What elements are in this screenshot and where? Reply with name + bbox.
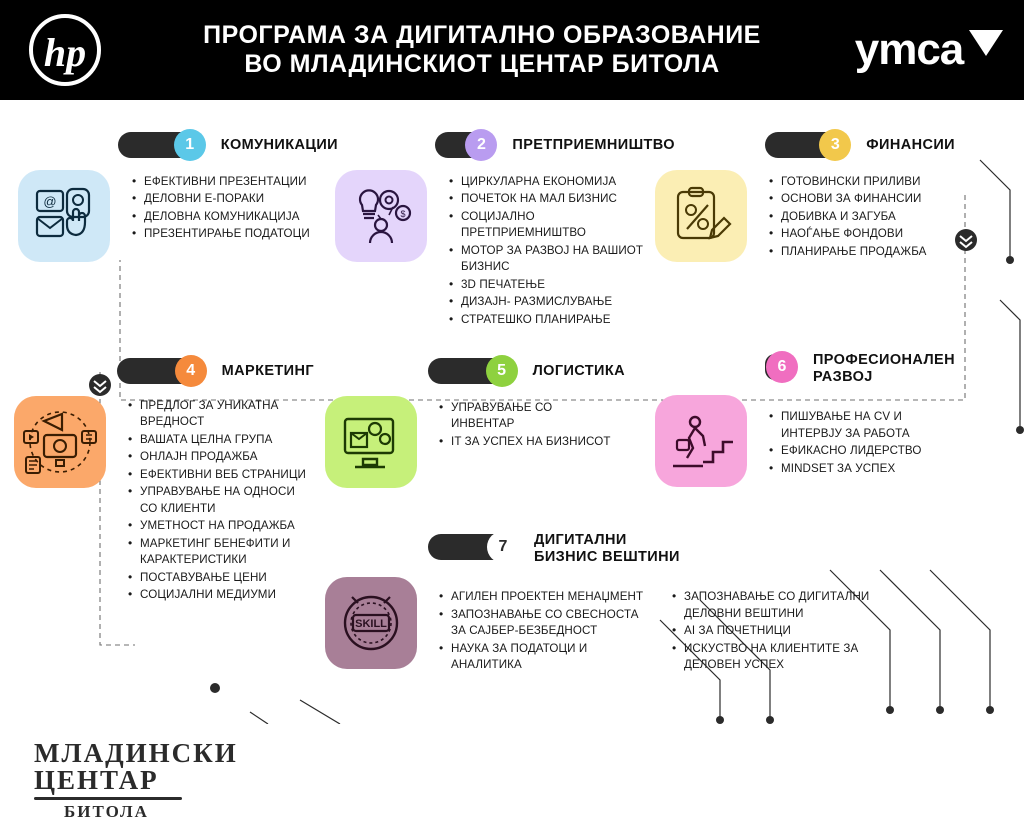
list-item: • НАУКА ЗА ПОДАТОЦИ И АНАЛИТИКА (439, 641, 654, 674)
list-item: • УПРАВУВАЊЕ НА ОДНОСИ СО КЛИЕНТИ (128, 484, 306, 517)
list-item: • ПОЧЕТОК НА МАЛ БИЗНИС (449, 191, 654, 207)
section-marketing[interactable] (14, 358, 314, 604)
section-1-items (132, 174, 332, 262)
list-item: • IT ЗА УСПЕХ НА БИЗНИСОТ (439, 434, 614, 450)
list-item: • ЗАПОЗНАВАЊЕ СО СВЕСНОСТА ЗА САЈБЕР-БЕЗБЕДНОСТ (439, 607, 654, 640)
section-2-number: 2 (465, 129, 497, 161)
section-logistika[interactable] (325, 358, 625, 488)
communication-icon (18, 170, 110, 262)
section-5-title: ЛОГИСТИКА (532, 362, 625, 379)
list-item: • МАРКЕТИНГ БЕНЕФИТИ И КАРАКТЕРИСТИКИ (128, 536, 306, 569)
list-item: • ПРЕЗЕНТИРАЊЕ ПОДАТОЦИ (132, 226, 332, 242)
triangle-down-icon (969, 30, 1003, 56)
section-7-pill (428, 534, 506, 560)
section-6-title-line2: РАЗВОЈ (812, 368, 873, 385)
infographic-canvas (0, 100, 1024, 821)
list-item: • УПРАВУВАЊЕ СО ИНВЕНТАР (439, 400, 614, 433)
footer-logo-line3: БИТОЛА (64, 802, 149, 821)
section-1-number: 1 (174, 129, 206, 161)
svg-text:hp: hp (43, 30, 87, 75)
list-item: • МОТОР ЗА РАЗВОЈ НА ВАШИОТ БИЗНИС (449, 243, 654, 276)
list-item: • СТРАТЕШКО ПЛАНИРАЊЕ (449, 312, 654, 328)
section-1-pill (118, 132, 193, 158)
page-title (130, 21, 834, 80)
section-2-pill (435, 132, 484, 158)
section-4-title: МАРКЕТИНГ (221, 362, 314, 379)
section-7-header (428, 532, 925, 565)
logistics-gear-box-icon (325, 396, 417, 488)
list-item: • ПОСТАВУВАЊЕ ЦЕНИ (128, 570, 306, 586)
svg-text:$: $ (400, 209, 406, 219)
marketing-megaphone-icon (14, 396, 106, 488)
list-item: • ДЕЛОВНИ Е-ПОРАКИ (132, 191, 332, 207)
ymca-wordmark: ymca (854, 25, 964, 74)
hp-logo (0, 0, 130, 100)
section-7-title (534, 532, 680, 565)
section-3-title: ФИНАНСИИ (866, 136, 955, 153)
list-item: • ДИЗАЈН- РАЗМИСЛУВАЊЕ (449, 294, 654, 310)
section-6-pill (765, 354, 785, 380)
section-4-pill (117, 358, 194, 384)
list-item: • УМЕТНОСТ НА ПРОДАЖБА (128, 518, 306, 534)
list-item: • 3D ПЕЧАТЕЊЕ (449, 277, 654, 293)
section-digitalni-biznis-vestini[interactable] (325, 532, 925, 675)
section-7-title-line1: ДИГИТАЛНИ (534, 532, 627, 548)
list-item: • ДОБИВКА И ЗАГУБА (769, 209, 949, 225)
svg-text:SKILL: SKILL (355, 618, 387, 631)
ymca-logo (834, 0, 1024, 100)
list-item: • MINDSET ЗА УСПЕХ (769, 461, 949, 477)
section-1-header (118, 132, 338, 158)
list-item: • ЗАПОЗНАВАЊЕ СО ДИГИТАЛНИ ДЕЛОВНИ ВЕШТИНИ (672, 589, 872, 622)
section-5-items (439, 400, 614, 488)
section-6-items (769, 409, 949, 487)
entrepreneurship-idea-icon (335, 170, 427, 262)
section-7-items (439, 589, 654, 674)
list-item: • НАОЃАЊЕ ФОНДОВИ (769, 226, 949, 242)
footer-logo-line2: ЦЕНТАР (34, 765, 159, 795)
list-item: • СОЦИЈАЛНО ПРЕТПРИЕМНИШТВО (449, 209, 654, 242)
section-6-title (813, 352, 955, 385)
section-2-title: ПРЕТПРИЕМНИШТВО (512, 136, 675, 153)
section-7-title-line2: БИЗНИС ВЕШТИНИ (534, 548, 680, 565)
section-4-items (128, 398, 306, 604)
list-item: • ПИШУВАЊЕ НА CV И ИНТЕРВЈУ ЗА РАБОТА (769, 409, 949, 442)
list-item: • ЕФИКАСНО ЛИДЕРСТВО (769, 443, 949, 459)
list-item: • ИСКУСТВО НА КЛИЕНТИТЕ ЗА ДЕЛОВЕН УСПЕХ (672, 641, 872, 674)
list-item: • ЕФЕКТИВНИ ВЕБ СТРАНИЦИ (128, 467, 306, 483)
list-item: • ЦИРКУЛАРНА ЕКОНОМИЈА (449, 174, 654, 190)
footer-logo-line1: МЛАДИНСКИ (34, 738, 238, 768)
page-header (0, 0, 1024, 100)
list-item: • ПЛАНИРАЊЕ ПРОДАЖБА (769, 244, 949, 260)
svg-text:@: @ (43, 194, 57, 209)
mladinski-centar-bitola-logo (34, 738, 284, 821)
list-item: • ДЕЛОВНА КОМУНИКАЦИЈА (132, 209, 332, 225)
section-7-number: 7 (487, 531, 519, 563)
section-6-header (765, 352, 955, 385)
page-title-line1: ПРОГРАМА ЗА ДИГИТАЛНО ОБРАЗОВАНИЕ (203, 20, 761, 49)
section-3-header (765, 132, 955, 158)
section-finansii[interactable] (655, 132, 955, 262)
career-stairs-icon (655, 395, 747, 487)
section-3-items (769, 174, 949, 262)
section-5-pill (428, 358, 505, 384)
list-item: • СОЦИЈАЛНИ МЕДИУМИ (128, 587, 306, 603)
list-item: • ОНЛАЈН ПРОДАЖБА (128, 449, 306, 465)
section-4-number: 4 (175, 355, 207, 387)
section-1-title: КОМУНИКАЦИИ (220, 136, 338, 153)
list-item: • AI ЗА ПОЧЕТНИЦИ (672, 623, 872, 639)
section-6-title-line1: ПРОФЕСИОНАЛЕН (812, 352, 955, 368)
section-pretpriemnistvo[interactable] (335, 132, 675, 329)
section-2-items (449, 174, 654, 329)
section-kommunikacii[interactable] (18, 132, 338, 262)
section-5-header (428, 358, 625, 384)
footer-logo-divider (34, 797, 182, 800)
section-2-header (435, 132, 675, 158)
list-item: • ГОТОВИНСКИ ПРИЛИВИ (769, 174, 949, 190)
section-7-items-secondary (672, 589, 872, 674)
section-5-number: 5 (486, 355, 518, 387)
finance-clipboard-icon (655, 170, 747, 262)
list-item: • АГИЛЕН ПРОЕКТЕН МЕНАЏМЕНТ (439, 589, 654, 605)
list-item: • ОСНОВИ ЗА ФИНАНСИИ (769, 191, 949, 207)
section-3-number: 3 (819, 129, 851, 161)
section-profesionalen-razvoj[interactable] (655, 352, 955, 487)
skill-badge-icon (325, 577, 417, 669)
section-3-pill (765, 132, 838, 158)
list-item: • ВАШАТА ЦЕЛНА ГРУПА (128, 432, 306, 448)
section-4-header (117, 358, 314, 384)
page-title-line2: ВО МЛАДИНСКИОТ ЦЕНТАР БИТОЛА (244, 50, 720, 78)
list-item: • ЕФЕКТИВНИ ПРЕЗЕНТАЦИИ (132, 174, 332, 190)
section-6-number: 6 (766, 351, 798, 383)
list-item: • ПРЕДЛОГ ЗА УНИКАТНА ВРЕДНОСТ (128, 398, 306, 431)
